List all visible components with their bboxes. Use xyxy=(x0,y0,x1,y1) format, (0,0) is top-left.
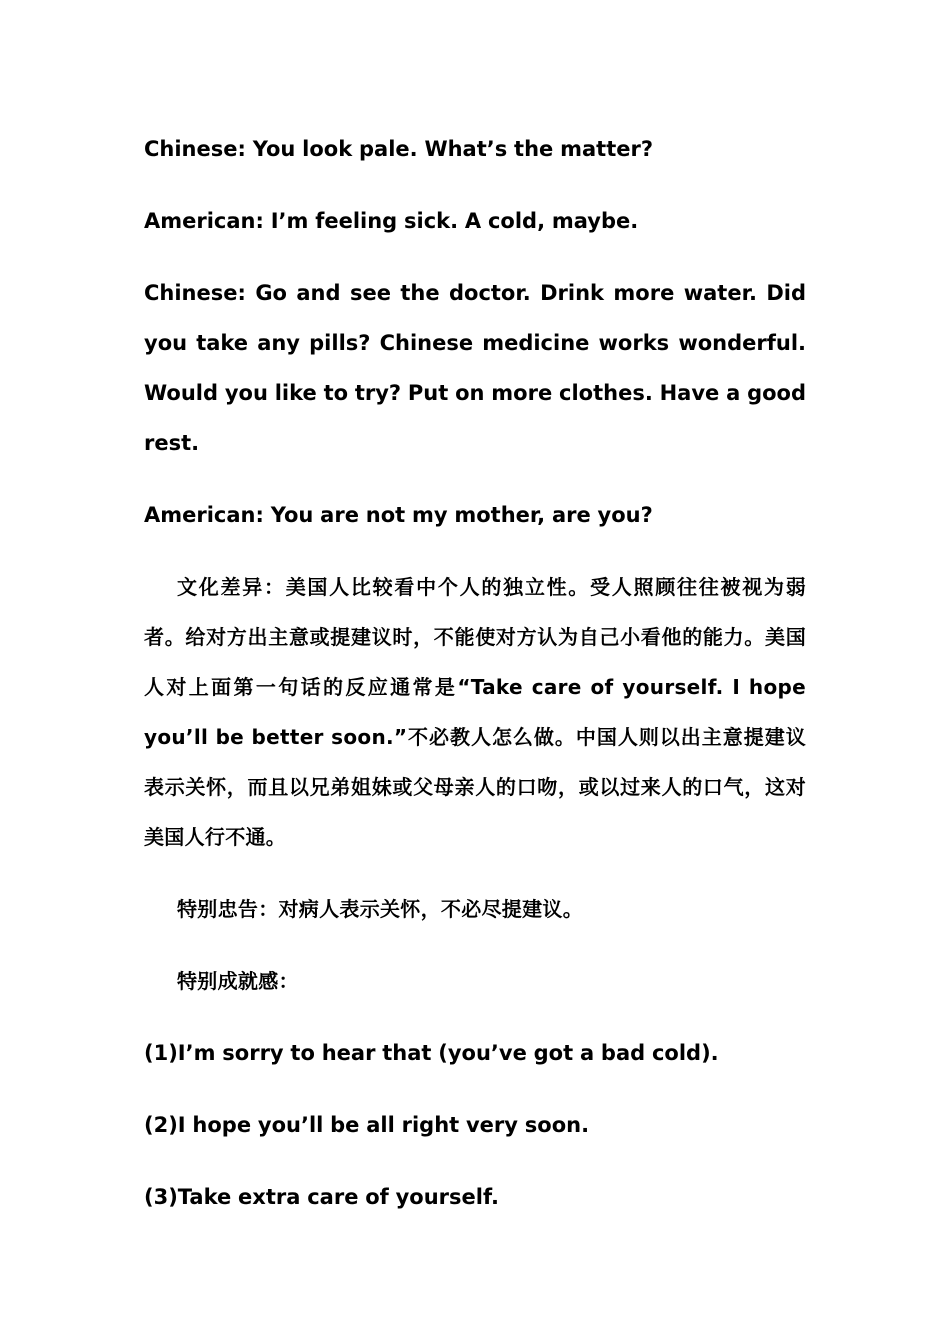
speaker-label: American: xyxy=(144,503,264,527)
dialogue-line-2 xyxy=(144,196,806,246)
dialogue-line-3 xyxy=(144,268,806,468)
dialogue-line-4 xyxy=(144,490,806,540)
special-advice-paragraph: 特别忠告：对病人表示关怀，不必尽提建议。 xyxy=(177,897,583,921)
speaker-label: Chinese: xyxy=(144,137,246,161)
phrase-item-2: (2)I hope you’ll be all right very soon. xyxy=(144,1113,590,1137)
dialogue-text: I’m feeling sick. A cold, maybe. xyxy=(263,209,639,233)
document-body xyxy=(144,124,806,1222)
speaker-label: American: xyxy=(144,209,264,233)
dialogue-text: Go and see the doctor. Drink more water. Did you take any pills? Chinese medicine works wonderful. Would you like to try? Put on more clothes. Have a good rest. xyxy=(144,281,806,455)
dialogue-line-1 xyxy=(144,124,806,174)
dialogue-text: You look pale. What’s the matter? xyxy=(245,137,654,161)
dialogue-text: You are not my mother, are you? xyxy=(263,503,653,527)
speaker-label: Chinese: xyxy=(144,281,246,305)
phrase-item-1: (1)I’m sorry to hear that (you’ve got a bad cold). xyxy=(144,1041,719,1065)
achievement-heading: 特别成就感： xyxy=(177,969,299,993)
phrase-item-3: (3)Take extra care of yourself. xyxy=(144,1185,499,1209)
cultural-difference-paragraph: 文化差异：美国人比较看中个人的独立性。受人照顾往往被视为弱者。给对方出主意或提建议时，不能使对方认为自己小看他的能力。美国人对上面第一句话的反应通常是“Take care of yourself. I hope you’ll be better soon.”不必教人怎么做。中国人则以出主意提建议表示关怀，而且以兄弟姐妹或父母亲人的口吻，或以过来人的口气，这对美国人行不通。 xyxy=(144,575,806,849)
